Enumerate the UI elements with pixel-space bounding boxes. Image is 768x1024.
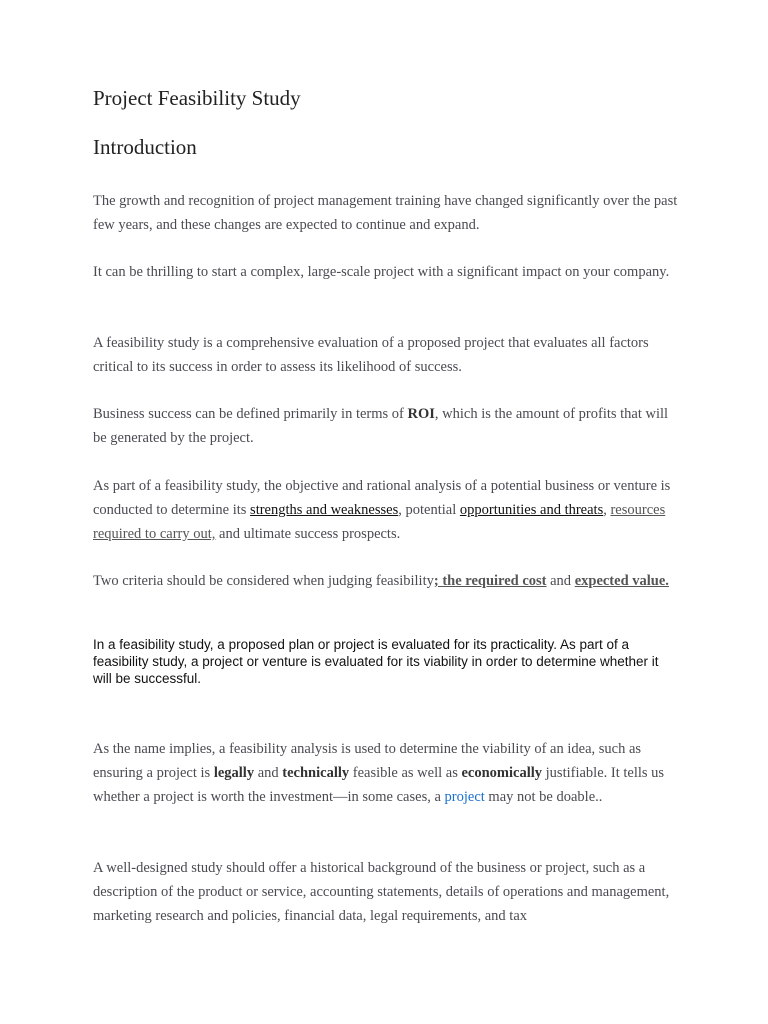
paragraph-definition: A feasibility study is a comprehensive evaluation of a proposed project that evaluates all factors critical to its success in order to assess its likelihood of success.: [93, 335, 649, 375]
text-run: , which is the amount of profits that will be generated by the project.: [93, 406, 669, 446]
paragraph-thrilling: It can be thrilling to start a complex, large-scale project with a significant impact on your company.: [93, 264, 670, 280]
strengths-weaknesses-link[interactable]: strengths and weaknesses: [250, 502, 399, 518]
text-run: feasible as well as: [349, 765, 462, 781]
text-run: Business success can be defined primarily in terms of: [93, 406, 408, 422]
text-run: and: [546, 573, 575, 589]
legally-bold: legally: [213, 765, 255, 781]
document-title: Project Feasibility Study: [93, 86, 301, 110]
text-run: justifiable. It tells us whether a project is worth the investment—in some cases, a: [93, 765, 665, 805]
text-run: and ultimate success prospects.: [215, 526, 401, 542]
paragraph-analysis: [93, 474, 678, 546]
paragraph-practicality: In a feasibility study, a proposed plan or project is evaluated for its practicality. As part of a feasibility study, a project or venture is evaluated for its viability in order to determine whether it will be successful.: [93, 637, 659, 686]
project-link[interactable]: project: [444, 789, 485, 805]
paragraph-viability: [93, 737, 678, 809]
section-heading: Introduction: [93, 135, 197, 159]
text-run: and: [254, 765, 283, 781]
paragraph-study-contents: A well-designed study should offer a historical background of the business or project, such as a description of the product or service, accounting statements, details of operations and management, marketing research and policies, financial data, legal requirements, and tax: [93, 860, 670, 924]
text-run: ,: [603, 502, 611, 518]
paragraph-roi: [93, 402, 678, 450]
text-run: Two criteria should be considered when judging feasibility: [93, 573, 434, 589]
text-run: As the name implies, a feasibility analysis is used to determine the viability of an idea, such as ensuring a project is: [93, 741, 642, 781]
expected-value-link[interactable]: expected value.: [574, 573, 669, 589]
required-cost-link[interactable]: ; the required cost: [433, 573, 547, 589]
text-run: , potential: [398, 502, 460, 518]
paragraph-growth: The growth and recognition of project management training have changed significantly over the past few years, and these changes are expected to continue and expand.: [93, 193, 678, 233]
paragraph-criteria: [93, 569, 678, 593]
opportunities-threats-link[interactable]: opportunities and threats: [459, 502, 604, 518]
economically-bold: economically: [461, 765, 543, 781]
resources-link[interactable]: resources required to carry out,: [93, 502, 666, 542]
text-run: may not be doable..: [484, 789, 603, 805]
roi-bold: ROI: [407, 406, 435, 422]
technically-bold: technically: [282, 765, 350, 781]
text-run: As part of a feasibility study, the objective and rational analysis of a potential business or venture is conducted to determine its: [93, 478, 671, 518]
